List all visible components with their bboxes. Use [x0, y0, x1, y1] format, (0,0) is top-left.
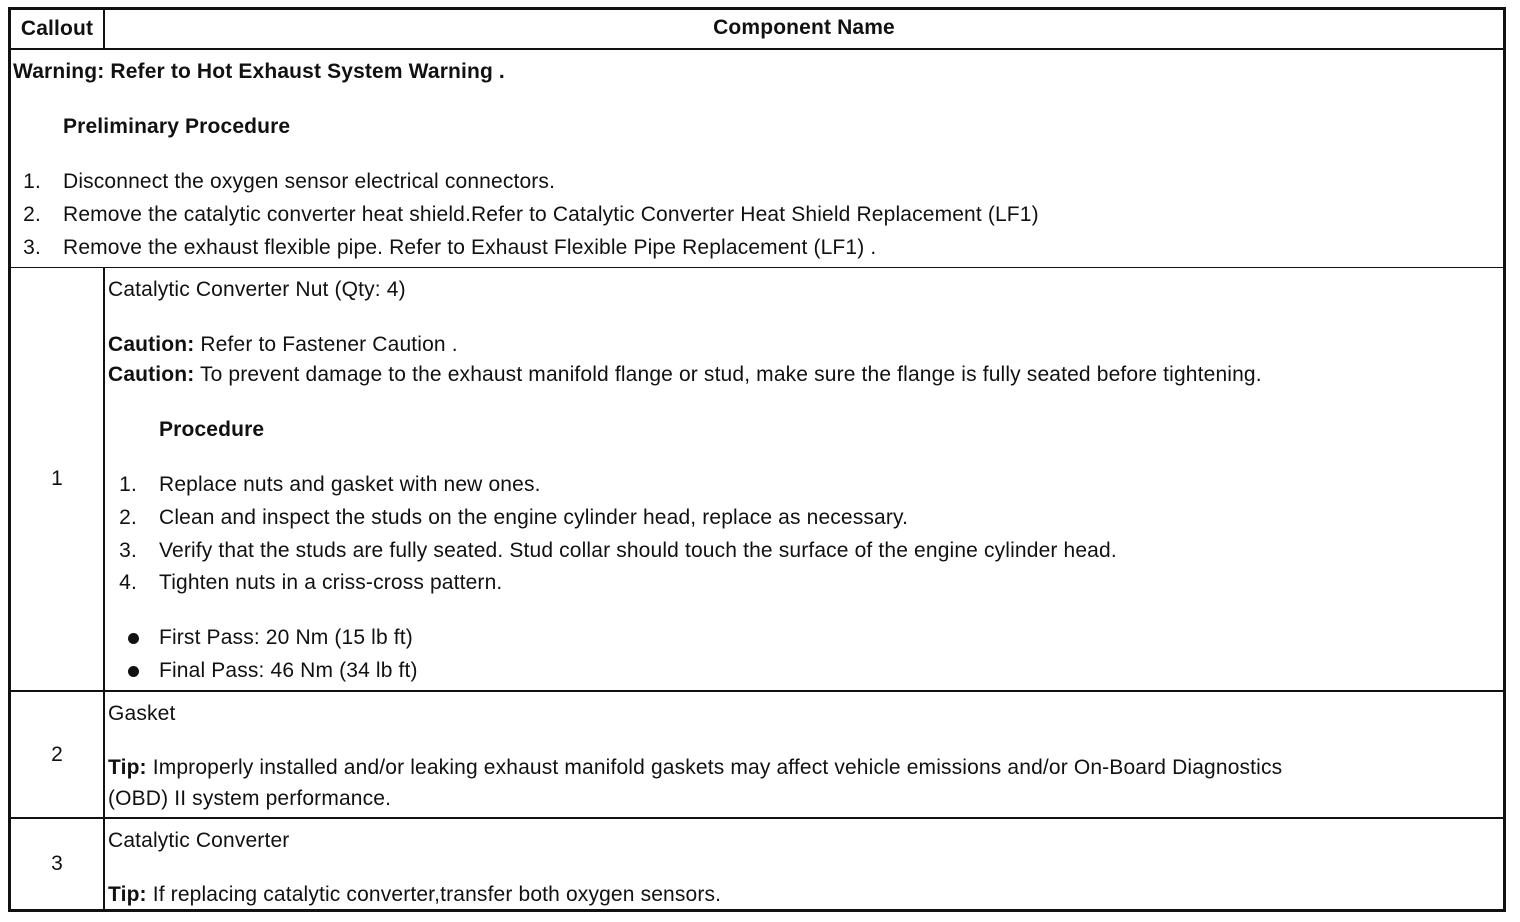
component-name: Catalytic Converter Nut (Qty: 4)	[108, 278, 406, 301]
bullet-dot	[128, 666, 139, 677]
warning-line	[13, 60, 505, 84]
callout-number: 3	[51, 852, 63, 875]
callout-number: 2	[51, 742, 63, 766]
preliminary-procedure-heading: Preliminary Procedure	[63, 115, 291, 138]
row-rule	[11, 690, 1503, 692]
callout-number: 1	[51, 467, 63, 490]
tip-text: Improperly installed and/or leaking exhaust manifold gaskets may affect vehicle emissions and/or On-Board Diagnostics	[152, 756, 1283, 779]
procedure-step: Tighten nuts in a criss-cross pattern.	[159, 571, 503, 594]
tip-label: Tip:	[108, 756, 147, 779]
component-name: Gasket	[108, 702, 176, 725]
torque-bullet: Final Pass: 46 Nm (34 lb ft)	[159, 659, 418, 682]
preface-step-number: 2.	[23, 203, 41, 226]
tip-line	[108, 883, 721, 907]
tip-line	[108, 756, 1282, 780]
row-rule	[11, 817, 1503, 819]
row-divider	[103, 819, 105, 909]
procedure-step-number: 3.	[119, 539, 137, 562]
caution-text: To prevent damage to the exhaust manifold flange or stud, make sure the flange is fully seated before tightening.	[199, 363, 1262, 386]
caution-label: Caution:	[108, 333, 195, 356]
component-table	[8, 7, 1506, 912]
warning-label: Warning:	[13, 60, 105, 83]
header-callout	[11, 10, 103, 48]
warning-text: Refer to Hot Exhaust System Warning .	[110, 60, 505, 83]
caution-line	[108, 333, 458, 357]
row-divider	[103, 692, 105, 817]
bullet-dot	[128, 633, 139, 644]
procedure-heading: Procedure	[159, 418, 265, 441]
procedure-step-number: 1.	[119, 473, 137, 496]
component-name: Catalytic Converter	[108, 829, 290, 852]
header-callout-label: Callout	[20, 17, 94, 40]
header-rule	[11, 48, 1503, 50]
row-divider	[103, 268, 105, 690]
row-callout	[11, 268, 103, 690]
caution-text: Refer to Fastener Caution .	[200, 333, 458, 356]
torque-bullet: First Pass: 20 Nm (15 lb ft)	[159, 626, 413, 649]
preface-step: Disconnect the oxygen sensor electrical connectors.	[63, 170, 556, 193]
row-callout	[11, 819, 103, 909]
caution-label: Caution:	[108, 363, 195, 386]
preface-step: Remove the catalytic converter heat shield.Refer to Catalytic Converter Heat Shield Replacement (LF1)	[63, 203, 1039, 226]
procedure-step: Clean and inspect the studs on the engine cylinder head, replace as necessary.	[159, 506, 909, 529]
tip-text: If replacing catalytic converter,transfer both oxygen sensors.	[152, 883, 722, 906]
procedure-step: Verify that the studs are fully seated. Stud collar should touch the surface of the engine cylinder head.	[159, 539, 1117, 562]
preface-step-number: 1.	[23, 170, 41, 193]
procedure-step: Replace nuts and gasket with new ones.	[159, 473, 541, 496]
procedure-step-number: 2.	[119, 506, 137, 529]
preface-step: Remove the exhaust flexible pipe. Refer to Exhaust Flexible Pipe Replacement (LF1) .	[63, 236, 877, 259]
header-divider	[103, 10, 105, 48]
procedure-step-number: 4.	[119, 571, 137, 594]
row-callout	[11, 692, 103, 817]
header-component-name: Component Name	[713, 16, 895, 39]
tip-label: Tip:	[108, 883, 147, 906]
row-rule	[11, 267, 1503, 268]
caution-line	[108, 363, 1262, 387]
tip-continuation: (OBD) II system performance.	[108, 787, 392, 810]
preface-step-number: 3.	[23, 236, 41, 259]
